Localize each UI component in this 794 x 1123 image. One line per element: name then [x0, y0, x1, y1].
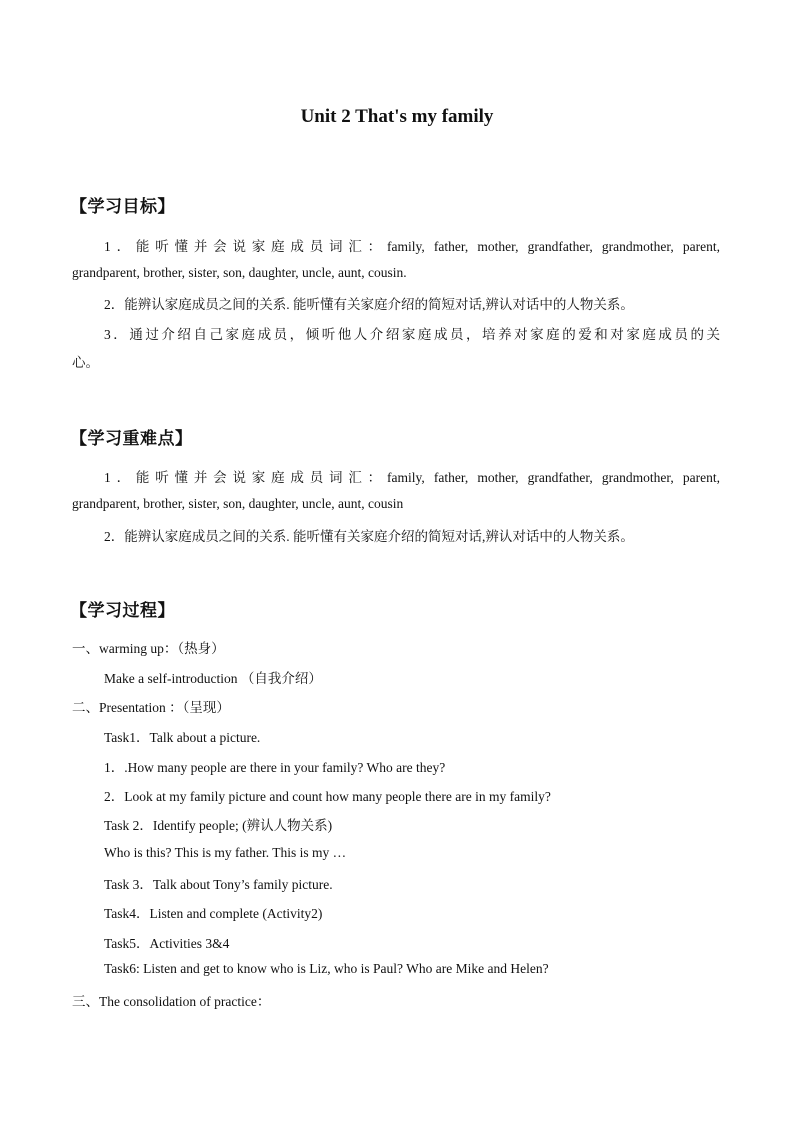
process-line: Who is this? This is my father. This is my …: [104, 845, 347, 860]
objectives-item-1-line-1: 1．能听懂并会说家庭成员词汇：family, father, mother, grandfather, grandmother, parent,: [104, 239, 720, 254]
process-line: 二、Presentation ：（呈现）: [72, 700, 230, 715]
process-line: 一、warming up：（热身）: [72, 641, 225, 656]
process-line: 三、The consolidation of practice：: [72, 994, 271, 1009]
objectives-item-2: 2．能辨认家庭成员之间的关系. 能听懂有关家庭介绍的简短对话,辨认对话中的人物关系。: [104, 297, 634, 312]
process-line: Task 2．Identify people; (辨认人物关系): [104, 818, 333, 833]
objectives-item-1-line-2: grandparent, brother, sister, son, daughter, uncle, aunt, cousin.: [72, 265, 407, 280]
objectives-heading: 【学习目标】: [70, 197, 175, 216]
process-line: Task4．Listen and complete (Activity2): [104, 906, 323, 921]
key-points-item-1-line-1: 1．能听懂并会说家庭成员词汇：family, father, mother, grandfather, grandmother, parent,: [104, 470, 720, 485]
key-points-item-2: 2．能辨认家庭成员之间的关系. 能听懂有关家庭介绍的简短对话,辨认对话中的人物关系。: [104, 529, 634, 544]
process-line: Make a self-introduction （自我介绍）: [104, 671, 322, 686]
key-points-item-1-line-2: grandparent, brother, sister, son, daughter, uncle, aunt, cousin: [72, 496, 404, 511]
process-line: Task6: Listen and get to know who is Liz, who is Paul? Who are Mike and Helen?: [104, 961, 549, 976]
key-points-heading: 【学习重难点】: [70, 429, 193, 448]
process-line: Task1．Talk about a picture.: [104, 730, 261, 745]
process-line: Task 3．Talk about Tony’s family picture.: [104, 877, 333, 892]
process-heading: 【学习过程】: [70, 601, 175, 620]
process-line: 2．Look at my family picture and count how many people there are in my family?: [104, 789, 551, 804]
objectives-item-3-line-2: 心。: [72, 355, 99, 370]
process-line: Task5．Activities 3&4: [104, 936, 230, 951]
objectives-item-3-line-1: 3．通过介绍自己家庭成员，倾听他人介绍家庭成员，培养对家庭的爱和对家庭成员的关: [104, 327, 720, 342]
process-line: 1．.How many people are there in your family? Who are they?: [104, 760, 446, 775]
page-title: Unit 2 That's my family: [300, 106, 494, 127]
